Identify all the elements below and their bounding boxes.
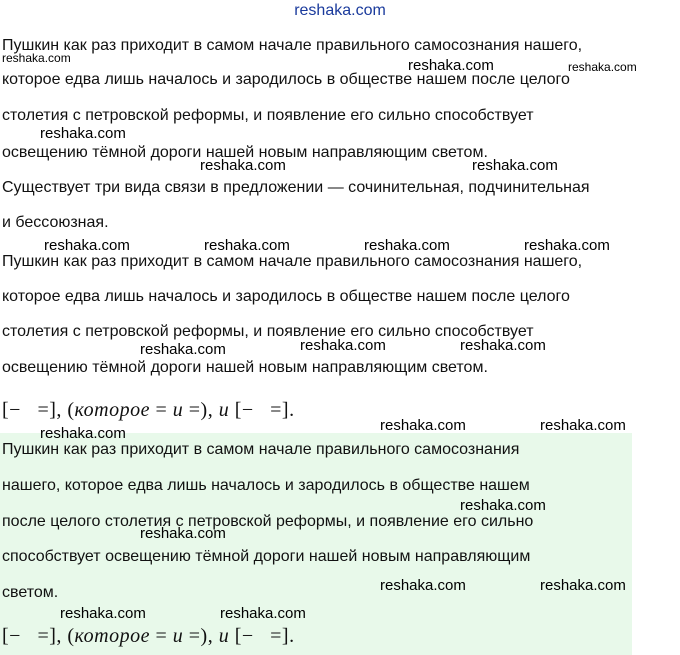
formula-conj: и — [172, 399, 184, 421]
formula-part: [− =], ( — [2, 625, 75, 647]
text-line: способствует освещению тёмной дороги нашей новым направляющим — [2, 548, 531, 565]
watermark: reshaka.com — [540, 577, 626, 594]
watermark: reshaka.com — [380, 417, 466, 434]
watermark: reshaka.com — [524, 237, 610, 254]
text-line: и бессоюзная. — [2, 214, 109, 231]
text-line: освещению тёмной дороги нашей новым направляющим светом. — [2, 359, 488, 376]
watermark: reshaka.com — [200, 157, 286, 174]
text-line: Пушкин как раз приходит в самом начале правильного самосознания — [2, 441, 520, 458]
formula-part: = — [149, 625, 173, 647]
watermark: reshaka.com — [60, 605, 146, 622]
formula-part: = — [149, 399, 173, 421]
text-line: освещению тёмной дороги нашей новым направляющим светом. — [2, 144, 488, 161]
watermark: reshaka.com — [44, 237, 130, 254]
formula-word: которое — [74, 625, 150, 647]
scheme-formula — [2, 624, 295, 648]
watermark: reshaka.com — [300, 337, 386, 354]
formula-conj: и — [172, 625, 184, 647]
watermark: reshaka.com — [472, 157, 558, 174]
watermark: reshaka.com — [460, 497, 546, 514]
watermark: reshaka.com — [220, 605, 306, 622]
formula-conj: и — [218, 625, 230, 647]
watermark: reshaka.com — [380, 577, 466, 594]
watermark: reshaka.com — [408, 57, 494, 74]
text-line: столетия с петровской реформы, и появление его сильно способствует — [2, 323, 534, 340]
formula-part: [− =]. — [229, 399, 295, 421]
scheme-formula — [2, 398, 295, 422]
text-line: которое едва лишь началось и зародилось в обществе нашем после целого — [2, 288, 570, 305]
watermark: reshaka.com — [364, 237, 450, 254]
formula-part: =), — [183, 399, 219, 421]
formula-part: [− =], ( — [2, 399, 75, 421]
text-line: Пушкин как раз приходит в самом начале правильного самосознания нашего, — [2, 253, 583, 270]
text-line: после целого столетия с петровской реформы, и появление его сильно — [2, 513, 534, 530]
watermark: reshaka.com — [140, 525, 226, 542]
watermark: reshaka.com — [140, 341, 226, 358]
text-line: нашего, которое едва лишь началось и зародилось в обществе нашем — [2, 477, 530, 494]
watermark: reshaka.com — [460, 337, 546, 354]
watermark: reshaka.com — [2, 51, 71, 65]
formula-word: которое — [74, 399, 150, 421]
formula-conj: и — [218, 399, 230, 421]
formula-part: [− =]. — [229, 625, 295, 647]
watermark: reshaka.com — [568, 60, 637, 74]
watermark: reshaka.com — [540, 417, 626, 434]
watermark: reshaka.com — [40, 125, 126, 142]
watermark: reshaka.com — [40, 425, 126, 442]
text-line: столетия с петровской реформы, и появление его сильно способствует — [2, 107, 534, 124]
text-line: светом. — [2, 584, 59, 601]
text-line: Пушкин как раз приходит в самом начале правильного самосознания нашего, — [2, 37, 583, 54]
site-header-logo[interactable]: reshaka.com — [294, 2, 386, 19]
text-line: Существует три вида связи в предложении — сочинительная, подчинительная — [2, 179, 590, 196]
text-line: которое едва лишь началось и зародилось в обществе нашем после целого — [2, 71, 570, 88]
formula-part: =), — [183, 625, 219, 647]
watermark: reshaka.com — [204, 237, 290, 254]
